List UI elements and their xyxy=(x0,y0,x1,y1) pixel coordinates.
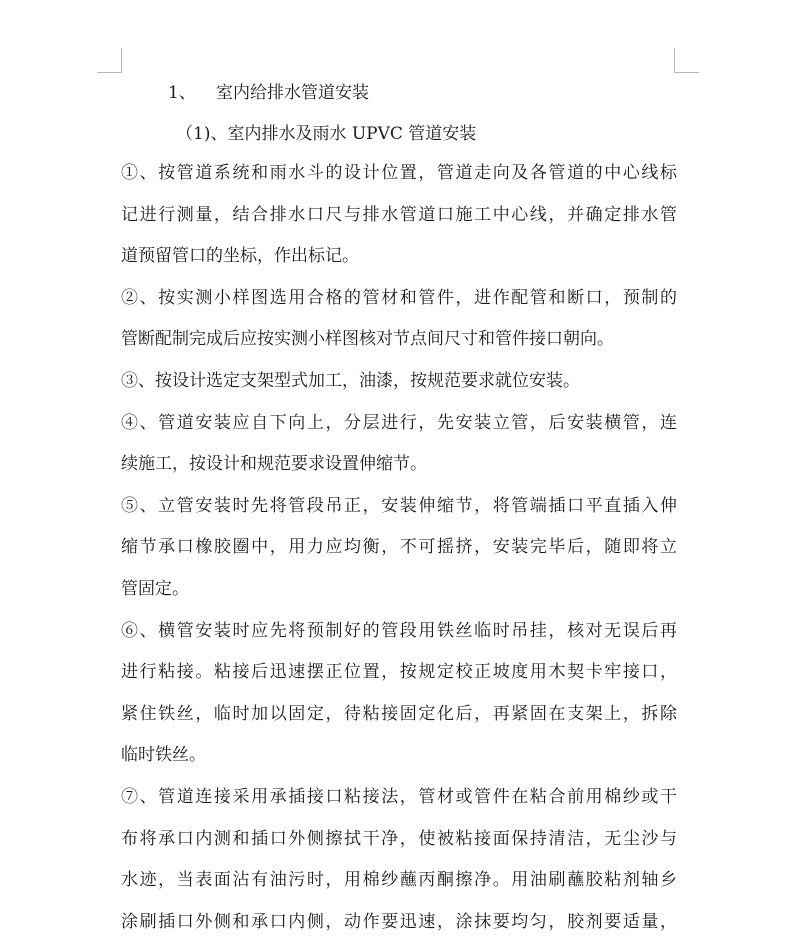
top-left-margin-mark xyxy=(97,48,122,73)
text-line: 进行粘接。粘接后迅速摆正位置，按规定校正坡度用木契卡牢接口， xyxy=(121,662,677,683)
paragraph-2 xyxy=(121,278,677,361)
text-line: 管固定。 xyxy=(121,578,189,599)
paragraph-5 xyxy=(121,486,677,611)
text-line: ⑤、立管安装时先将管段吊正，安装伸缩节，将管端插口平直插入伸 xyxy=(121,495,677,516)
text-line: 涂刷插口外侧和承口内侧，动作要迅速，涂抹要均匀，胶剂要适量， xyxy=(121,911,677,932)
top-right-margin-mark xyxy=(674,48,699,73)
text-line: 道预留管口的坐标，作出标记。 xyxy=(121,246,359,267)
text-line: 记进行测量，结合排水口尺与排水管道口施工中心线，并确定排水管 xyxy=(121,204,677,225)
text-line: 紧住铁丝，临时加以固定，待粘接固定化后，再紧固在支架上，拆除 xyxy=(121,703,677,724)
text-line: ②、按实测小样图选用合格的管材和管件，进作配管和断口，预制的 xyxy=(121,287,677,308)
subsection-heading: （1)、室内排水及雨水 UPVC 管道安装 xyxy=(176,124,477,144)
text-line: ⑦、管道连接采用承插接口粘接法，管材或管件在粘合前用棉纱或干 xyxy=(121,786,677,807)
section-title: 室内给排水管道安装 xyxy=(216,83,369,103)
paragraph-7 xyxy=(121,777,677,943)
text-line: ⑥、横管安装时应先将预制好的管段用铁丝临时吊挂，核对无误后再 xyxy=(121,620,677,641)
text-line: 布将承口内测和插口外侧擦拭干净，使被粘接面保持清洁，无尘沙与 xyxy=(121,828,677,849)
text-line: 缩节承口橡胶圈中，用力应均衡，不可摇挤，安装完毕后，随即将立 xyxy=(121,537,677,558)
section-number: 1、 xyxy=(168,83,196,103)
paragraph-1 xyxy=(121,153,677,278)
text-line: 临时铁丝。 xyxy=(121,745,206,766)
section-heading xyxy=(168,80,369,106)
paragraph-4 xyxy=(121,403,677,486)
text-line: 水迹，当表面沾有油污时，用棉纱蘸丙酮擦净。用油刷蘸胶粘剂轴乡 xyxy=(121,870,677,891)
paragraph-3 xyxy=(121,361,677,403)
text-line: ①、按管道系统和雨水斗的设计位置，管道走向及各管道的中心线标 xyxy=(121,163,677,183)
text-line: ③、按设计选定支架型式加工，油漆，按规范要求就位安装。 xyxy=(121,370,580,391)
text-line: ④、管道安装应自下向上，分层进行，先安装立管，后安装横管，连 xyxy=(121,412,677,433)
text-line: 管断配制完成后应按实测小样图核对节点间尺寸和管件接口朝向。 xyxy=(121,329,614,350)
paragraph-6 xyxy=(121,611,677,777)
body-text xyxy=(121,153,677,943)
text-line: 续施工，按设计和规范要求设置伸缩节。 xyxy=(121,454,427,475)
